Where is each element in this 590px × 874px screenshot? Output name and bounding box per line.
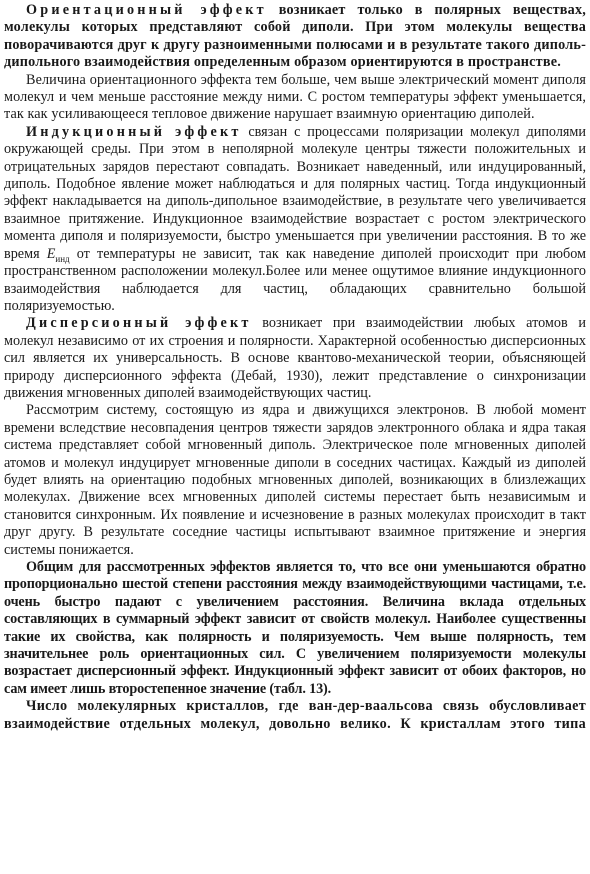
- term-orientation-effect: Ориентационный эффект: [26, 2, 267, 18]
- paragraph-text: возникает при взаимодействии любых атомов и молекул независимо от их строения и полярности. Характерной особенностью дисперсионных сил является их универсальность. В основе квантово-механической теории, объясняющей природу дисперсионного эффекта (Дебай, 1930), лежит представление о синхронизации движения мгновенных диполей взаимодействующих частиц.: [4, 315, 586, 401]
- energy-symbol: E: [46, 245, 56, 262]
- term-dispersion-effect: Дисперсионный эффект: [26, 315, 252, 332]
- paragraph-common-features: Общим для рассмотренных эффектов является то, что все они уменьшаются обратно пропорционально шестой степени расстояния между взаимодействующими частицами, т.е. очень быстро падают с увеличением расстояния. Величина вклада отдельных составляющих в суммарный эффект зависит от свойств молекул. Наиболее существенны такие их свойства, как полярность и поляризуемость. Чем выше полярность, тем значительнее роль ориентационных сил. С увеличением поляризуемости молекулы возрастает дисперсионный эффект. Индукционный эффект зависит от обоих факторов, но сам имеет лишь второстепенное значение (табл. 13).: [4, 559, 586, 697]
- energy-subscript: инд: [55, 253, 70, 264]
- paragraph-instant-dipoles: Рассмотрим систему, состоящую из ядра и движущихся электронов. В любой момент времени вследствие несовпадения центров тяжести зарядов электронного облака и ядра такая система представляет собой мгновенный диполь. Электрическое поле мгновенных диполей атомов и молекул индуцирует мгновенные диполи в соседних частицах. Каждый из диполей будет влиять на ориентацию подобных мгновенных диполей, возникающих в близлежащих молекулах. Движение всех мгновенных диполей системы перестает быть независимым и становится синхронным. Их появление и исчезновение в разных молекулах происходит в такт друг другу. В результате соседние частицы испытывают взаимное притяжение и энергия системы понижается.: [4, 402, 586, 558]
- paragraph-text: возникает только в полярных веществах, молекулы которых представляют собой диполи. При этом молекулы вещества поворачиваются друг к другу разноименными полюсами и в результате такого диполь-дипольного взаимодействия определенным образом ориентируются в пространстве.: [4, 2, 587, 71]
- paragraph-text: связан с процессами поляризации молекул диполями окружающей среды. При этом в неполярной молекуле центры тяжести положительных и отрицательных зарядов перестают совпадать. Возникает наведенный, или индуцированный, диполь. Подобное явление может наблюдаться и для полярных частиц. Тогда индукционный эффект накладывается на диполь-дипольное взаимодействие, в результате чего увеличивается взаимное притяжение. Индукционное взаимодействие возрастает с ростом электрического момента диполя и поляризуемости, быстро уменьшается при увеличении расстояния. В то же время: [4, 123, 586, 262]
- paragraph-dispersion-effect: [4, 315, 586, 402]
- paragraph-orientation-magnitude: Величина ориентационного эффекта тем больше, чем выше электрический момент диполя молекул и чем меньше расстояние между ними. С ростом температуры эффект уменьшается, так как усиливающееся тепловое движение нарушает взаимную ориентацию диполей.: [4, 71, 586, 123]
- paragraph-orientation-effect: [4, 2, 586, 72]
- paragraph-induction-effect: [4, 124, 586, 315]
- paragraph-text: от температуры не зависит, так как наведение диполей происходит при любом пространственном расположении молекул.Более или менее ощутимое влияние индукционного взаимодействия наблюдается для частиц, обладающих сравнительно большой поляризуемостью.: [4, 245, 586, 314]
- term-induction-effect: Индукционный эффект: [26, 123, 242, 140]
- paragraph-molecular-crystals: Число молекулярных кристаллов, где ван-дер-ваальсова связь обусловливает взаимодействие отдельных молекул, довольно велико. К кристаллам этого типа: [4, 698, 586, 732]
